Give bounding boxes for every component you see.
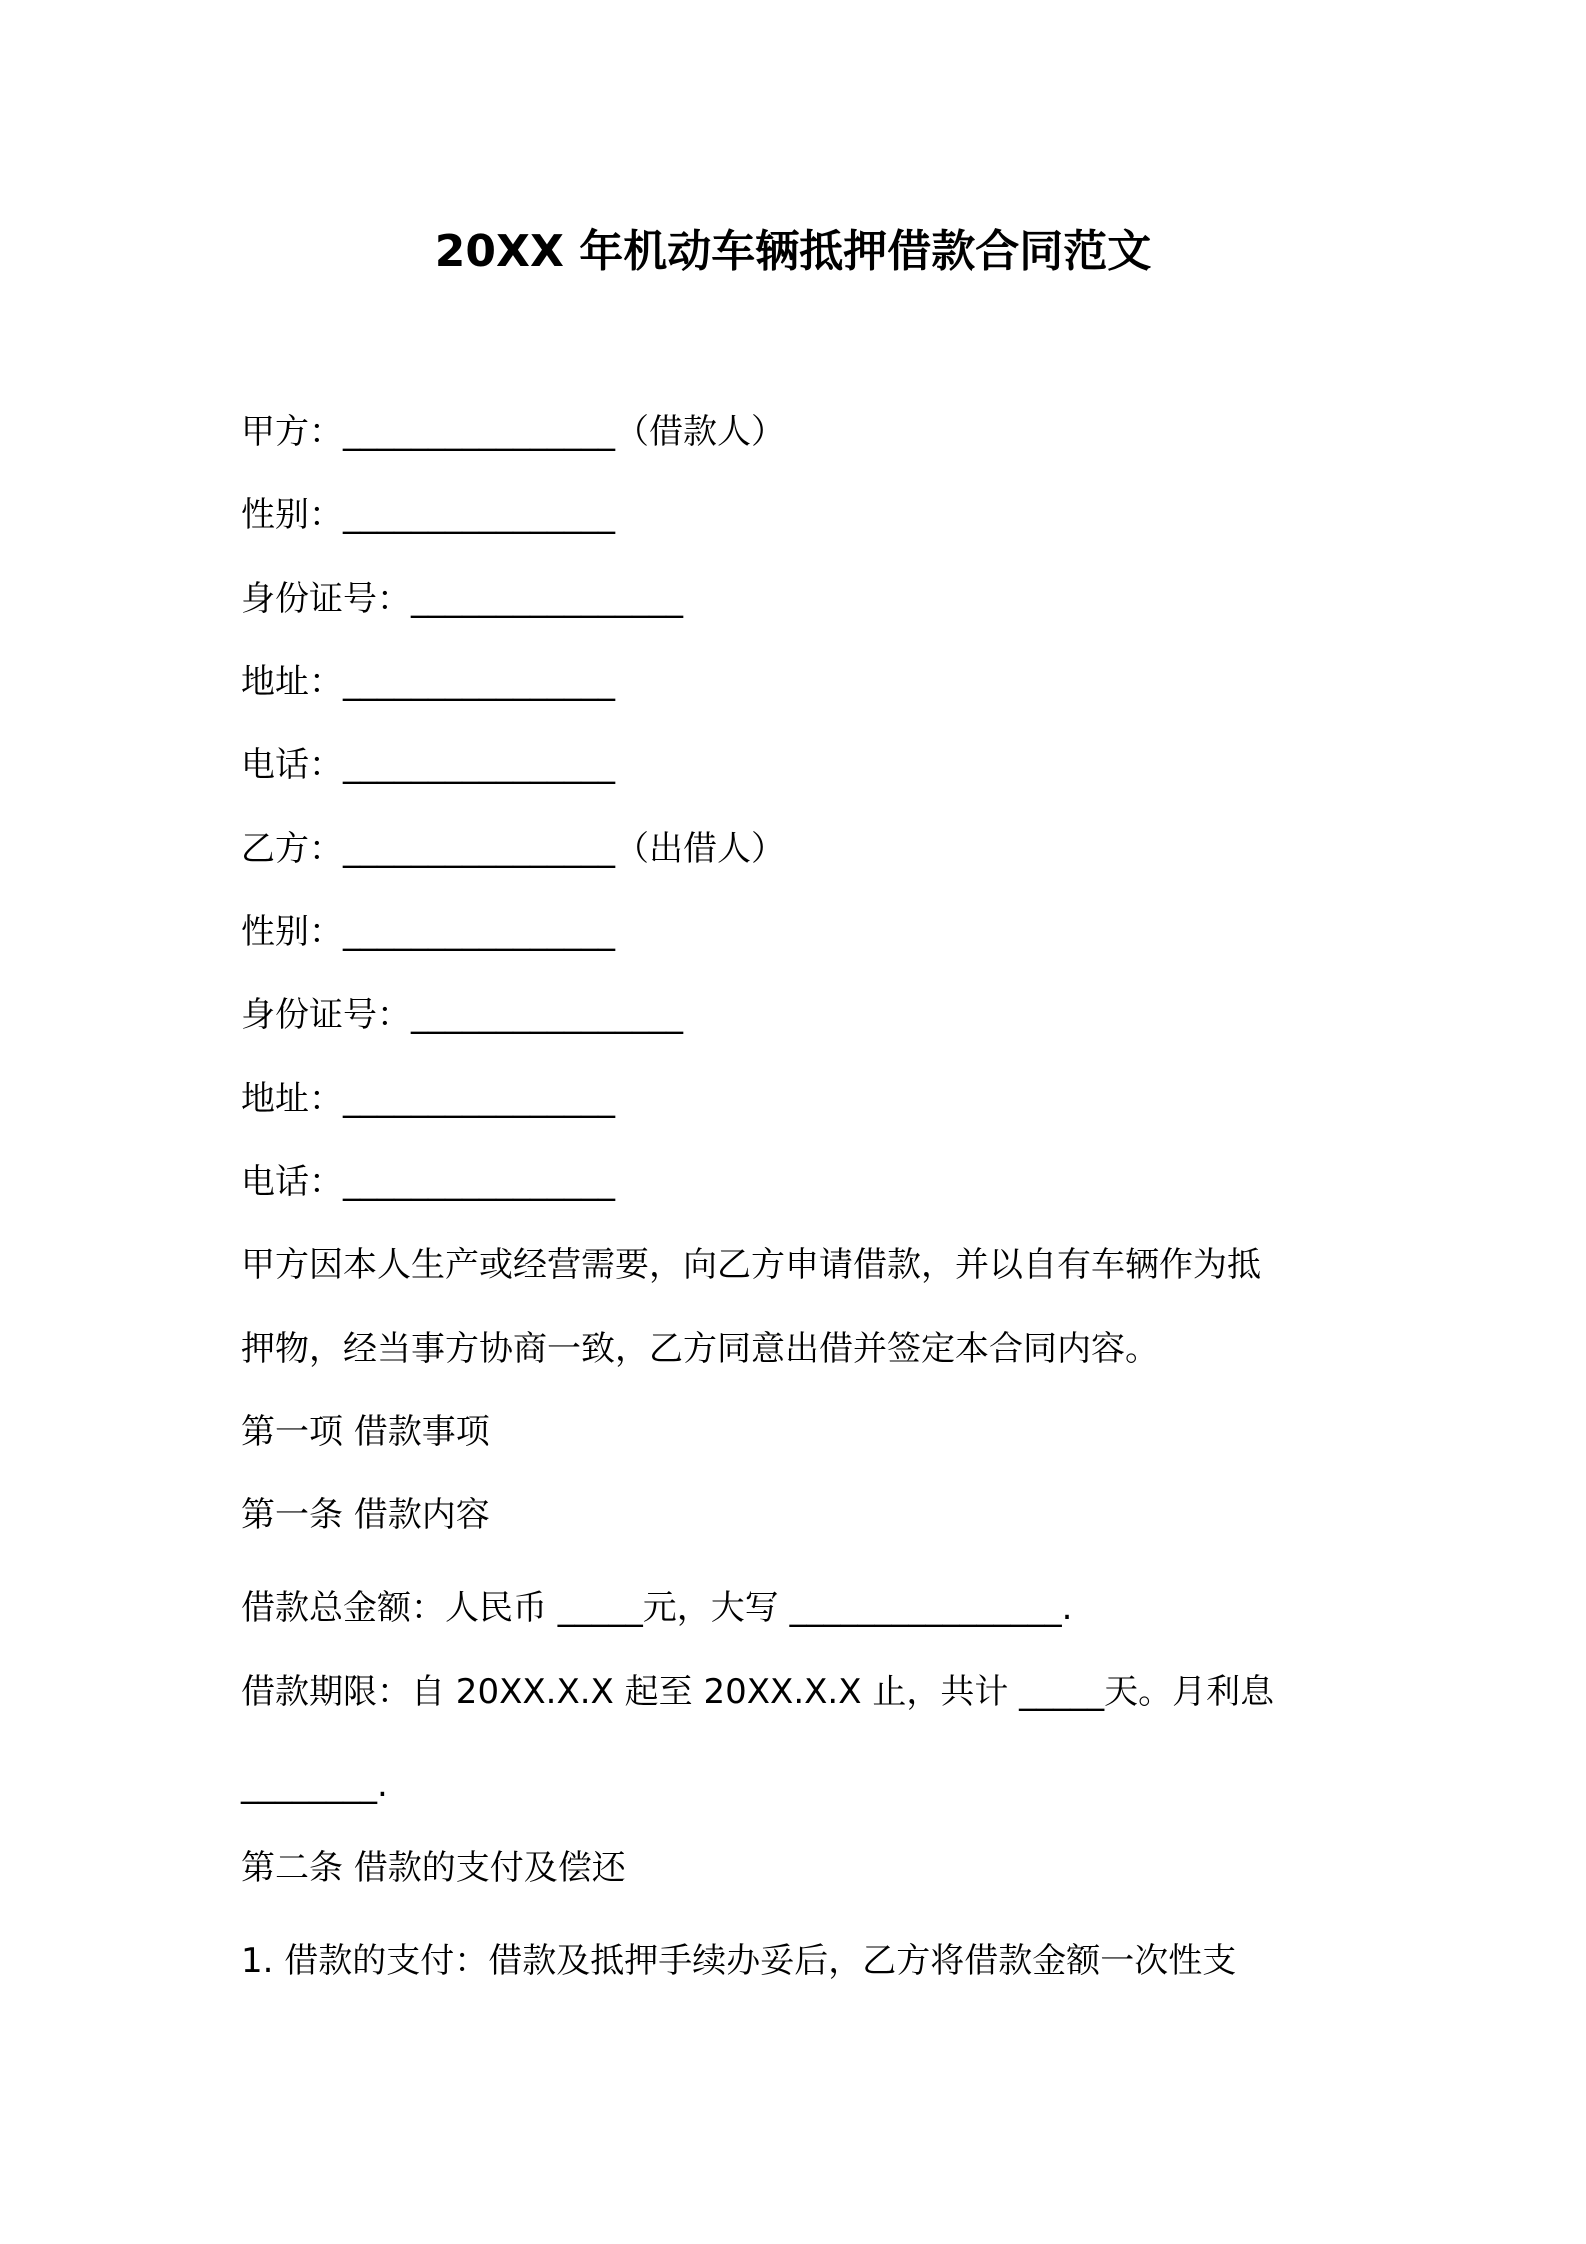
- party-b-id-line: 身份证号：________________: [241, 995, 683, 1035]
- party-b-phone-line: 电话：________________: [241, 1162, 615, 1202]
- loan-term-line: 借款期限：自 20XX.X.X 起至 20XX.X.X 止，共计 _____天。月利息: [241, 1672, 1275, 1712]
- intro-paragraph-line-1: 甲方因本人生产或经营需要，向乙方申请借款，并以自有车辆作为抵: [241, 1245, 1261, 1285]
- article-one-heading: 第一条 借款内容: [241, 1495, 490, 1535]
- document-title: 20XX 年机动车辆抵押借款合同范文: [434, 226, 1152, 277]
- party-a-phone-line: 电话：________________: [241, 745, 615, 785]
- intro-paragraph-line-2: 押物，经当事方协商一致，乙方同意出借并签定本合同内容。: [241, 1329, 1159, 1369]
- payment-clause-line: 1. 借款的支付：借款及抵押手续办妥后，乙方将借款金额一次性支: [241, 1941, 1237, 1981]
- party-b-line: 乙方：________________（出借人）: [241, 829, 785, 869]
- party-a-gender-line: 性别：________________: [241, 495, 615, 535]
- party-a-id-line: 身份证号：________________: [241, 579, 683, 619]
- loan-amount-line: 借款总金额：人民币 _____元，大写 ________________.: [241, 1588, 1073, 1628]
- party-a-line: 甲方：________________（借款人）: [241, 412, 785, 452]
- party-b-address-line: 地址：________________: [241, 1079, 615, 1119]
- monthly-interest-line: ________.: [241, 1765, 388, 1805]
- party-b-gender-line: 性别：________________: [241, 912, 615, 952]
- party-a-address-line: 地址：________________: [241, 662, 615, 702]
- article-two-heading: 第二条 借款的支付及偿还: [241, 1848, 626, 1888]
- section-one-heading: 第一项 借款事项: [241, 1412, 490, 1452]
